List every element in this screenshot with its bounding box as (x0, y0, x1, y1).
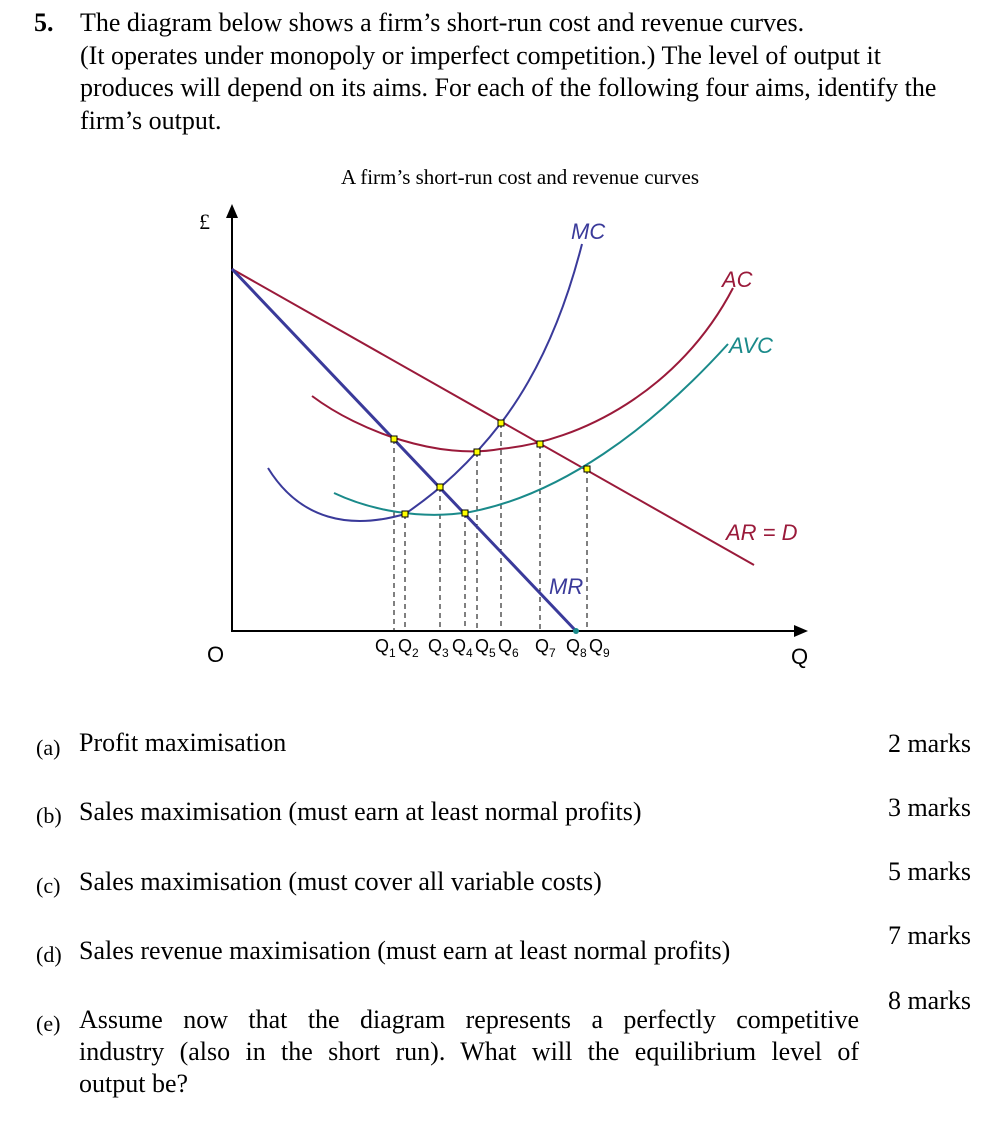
part-e-text-line-1: Assume now that the diagram represents a perfectly competitive (79, 1005, 859, 1034)
q-label-7: $Q_7$ (535, 636, 556, 660)
marker-q6 (498, 420, 504, 426)
part-d-text: Sales revenue maximisation (must earn at least normal profits) (79, 936, 731, 965)
q-label-6: $Q_6$ (498, 636, 519, 660)
question-text-line-1: The diagram below shows a firm’s short-run cost and revenue curves. (80, 8, 805, 37)
origin-label: O (207, 642, 225, 667)
part-e-label: (e) (36, 1011, 61, 1036)
part-d-marks: 7 marks (887, 921, 971, 950)
part-e-text-line-3: output be? (79, 1069, 189, 1098)
y-axis-label: £ (199, 209, 210, 234)
q-label-4: $Q_4$ (452, 636, 473, 660)
part-e-marks: 8 marks (887, 986, 971, 1015)
ac-label: AC (722, 267, 753, 292)
avc-curve (334, 344, 728, 515)
q-label-9: $Q_9$ (589, 636, 610, 660)
mc-curve (268, 244, 582, 521)
q-label-3: $Q_3$ (428, 636, 449, 660)
ar-demand-curve (232, 269, 754, 565)
part-b-marks: 3 marks (887, 793, 971, 822)
marker-q9 (584, 466, 590, 472)
part-b-label: (b) (36, 803, 62, 828)
ac-curve (312, 288, 733, 451)
q-label-2: $Q_2$ (398, 636, 419, 660)
mc-label: MC (571, 219, 606, 244)
question-text-line-4: firm’s output. (80, 106, 222, 135)
q-label-5: $Q_5$ (475, 636, 496, 660)
q-label-1: $Q_1$ (375, 636, 396, 660)
part-c-marks: 5 marks (887, 857, 971, 886)
mr-curve (232, 269, 576, 631)
marker-q7 (537, 441, 543, 447)
marker-q8 (573, 628, 579, 634)
x-axis-label: Q (791, 644, 809, 669)
question-number: 5. (34, 8, 54, 37)
marker-q1 (391, 436, 397, 442)
part-a-label: (a) (36, 735, 61, 760)
marker-q3 (437, 484, 443, 490)
question-text-line-2: (It operates under monopoly or imperfect competition.) The level of output it (80, 41, 881, 70)
question-text-line-3: produces will depend on its aims. For each of the following four aims, identify the (80, 73, 937, 102)
part-c-text: Sales maximisation (must cover all variable costs) (79, 867, 602, 896)
axes (226, 204, 808, 637)
mr-label: MR (549, 574, 584, 599)
x-axis-arrow (794, 625, 808, 637)
avc-label: AVC (729, 333, 774, 358)
q-label-8: $Q_8$ (566, 636, 587, 660)
marker-q2 (402, 511, 408, 517)
part-a-text: Profit maximisation (79, 728, 287, 757)
q-tick-labels (375, 636, 610, 660)
part-c-label: (c) (36, 873, 61, 898)
y-axis-arrow (226, 204, 238, 218)
diagram-title: A firm’s short-run cost and revenue curves (340, 165, 700, 189)
ar-label: AR = D (726, 520, 798, 545)
part-b-text: Sales maximisation (must earn at least normal profits) (79, 797, 642, 826)
marker-q4 (462, 510, 468, 516)
part-d-label: (d) (36, 942, 62, 967)
part-a-marks: 2 marks (887, 729, 971, 758)
marker-q5 (474, 449, 480, 455)
part-e-text-line-2: industry (also in the short run). What will the equilibrium level of (79, 1037, 859, 1066)
